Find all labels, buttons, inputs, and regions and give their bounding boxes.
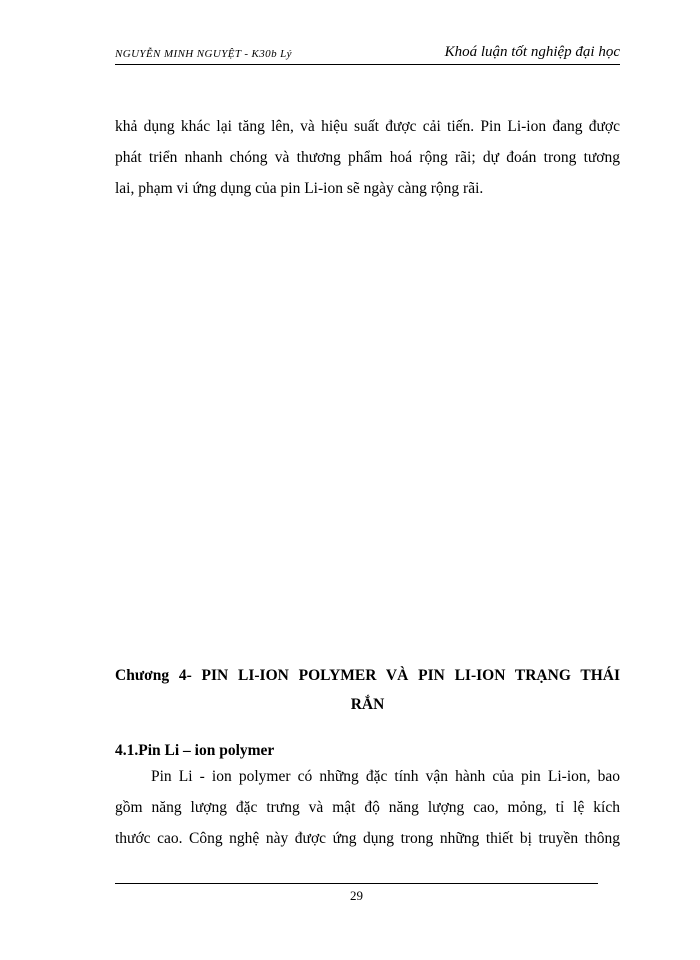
header-thesis-title: Khoá luận tốt nghiệp đại học	[444, 44, 620, 60]
section-heading: 4.1.Pin Li – ion polymer	[115, 742, 275, 759]
header-author: NGUYỄN MINH NGUYỆT - K30b Lý	[115, 48, 292, 60]
paragraph-line: gồm năng lượng đặc trưng và mật độ năng lượng cao, mỏng, tỉ lệ kích	[115, 799, 620, 816]
page-header	[115, 40, 620, 65]
chapter-heading-line: Chương 4- PIN LI-ION POLYMER VÀ PIN LI-ION TRẠNG THÁI	[115, 667, 620, 684]
paragraph-line: Pin Li - ion polymer có những đặc tính vận hành của pin Li-ion, bao	[151, 768, 620, 785]
page-number: 29	[350, 888, 363, 903]
paragraph-line: thước cao. Công nghệ này được ứng dụng trong những thiết bị truyền thông	[115, 830, 620, 847]
chapter-heading-line: RẮN	[350, 696, 385, 713]
paragraph-line: khả dụng khác lại tăng lên, và hiệu suất được cải tiến. Pin Li-ion đang được	[115, 118, 620, 135]
paragraph-line: lai, phạm vi ứng dụng của pin Li-ion sẽ ngày càng rộng rãi.	[115, 180, 484, 197]
body-paragraph-continuation	[115, 111, 620, 204]
footer-divider	[115, 883, 598, 884]
paragraph-line: phát triển nhanh chóng và thương phẩm hoá rộng rãi; dự đoán trong tương	[115, 149, 620, 166]
body-paragraph-section	[115, 761, 620, 854]
chapter-heading	[115, 661, 620, 719]
